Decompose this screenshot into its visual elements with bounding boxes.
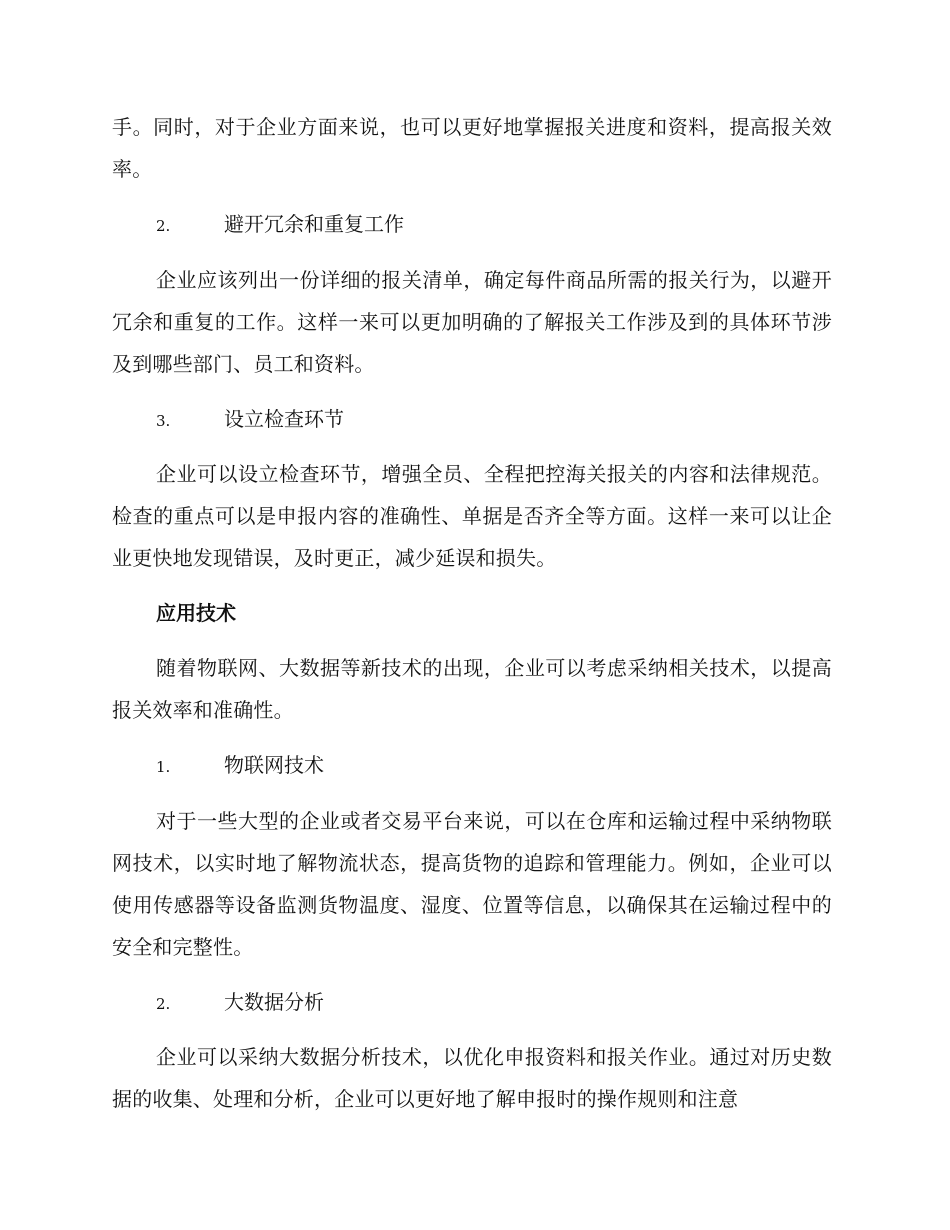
list-number: 2.	[156, 217, 171, 235]
paragraph-iot: 对于一些大型的企业或者交易平台来说，可以在仓库和运输过程中采纳物联网技术，以实时地了解物流状态，提高货物的追踪和管理能力。例如，企业可以使用传感器等设备监测货物温度、湿度、位置等信息，以确保其在运输过程中的安全和完整性。	[112, 809, 832, 959]
list-item-avoid-redundancy	[156, 203, 404, 245]
paragraph-new-tech: 随着物联网、大数据等新技术的出现，企业可以考虑采纳相关技术，以提高报关效率和准确性。	[112, 656, 832, 722]
paragraph-inspection: 企业可以设立检查环节，增强全员、全程把控海关报关的内容和法律规范。检查的重点可以是申报内容的准确性、单据是否齐全等方面。这样一来可以让企业更快地发现错误，及时更正，减少延误和损失。	[112, 462, 832, 570]
list-text: 避开冗余和重复工作	[224, 212, 404, 236]
list-text: 物联网技术	[224, 753, 324, 777]
list-item-big-data	[156, 981, 324, 1023]
list-number: 1.	[156, 758, 171, 776]
section-heading: 应用技术	[156, 601, 236, 625]
paragraph-customs-checklist: 企业应该列出一份详细的报关清单，确定每件商品所需的报关行为，以避开冗余和重复的工作。这样一来可以更加明确的了解报关工作涉及到的具体环节涉及到哪些部门、员工和资料。	[112, 268, 832, 376]
list-item-inspection	[156, 398, 344, 440]
list-text: 大数据分析	[224, 990, 324, 1014]
list-item-iot	[156, 744, 324, 786]
paragraph-big-data: 企业可以采纳大数据分析技术，以优化申报资料和报关作业。通过对历史数据的收集、处理和分析，企业可以更好地了解申报时的操作规则和注意	[112, 1045, 832, 1111]
list-number: 3.	[156, 412, 171, 430]
list-number: 2.	[156, 995, 171, 1013]
list-text: 设立检查环节	[224, 407, 344, 431]
paragraph-continuation: 手。同时，对于企业方面来说，也可以更好地掌握报关进度和资料，提高报关效率。	[112, 115, 832, 181]
